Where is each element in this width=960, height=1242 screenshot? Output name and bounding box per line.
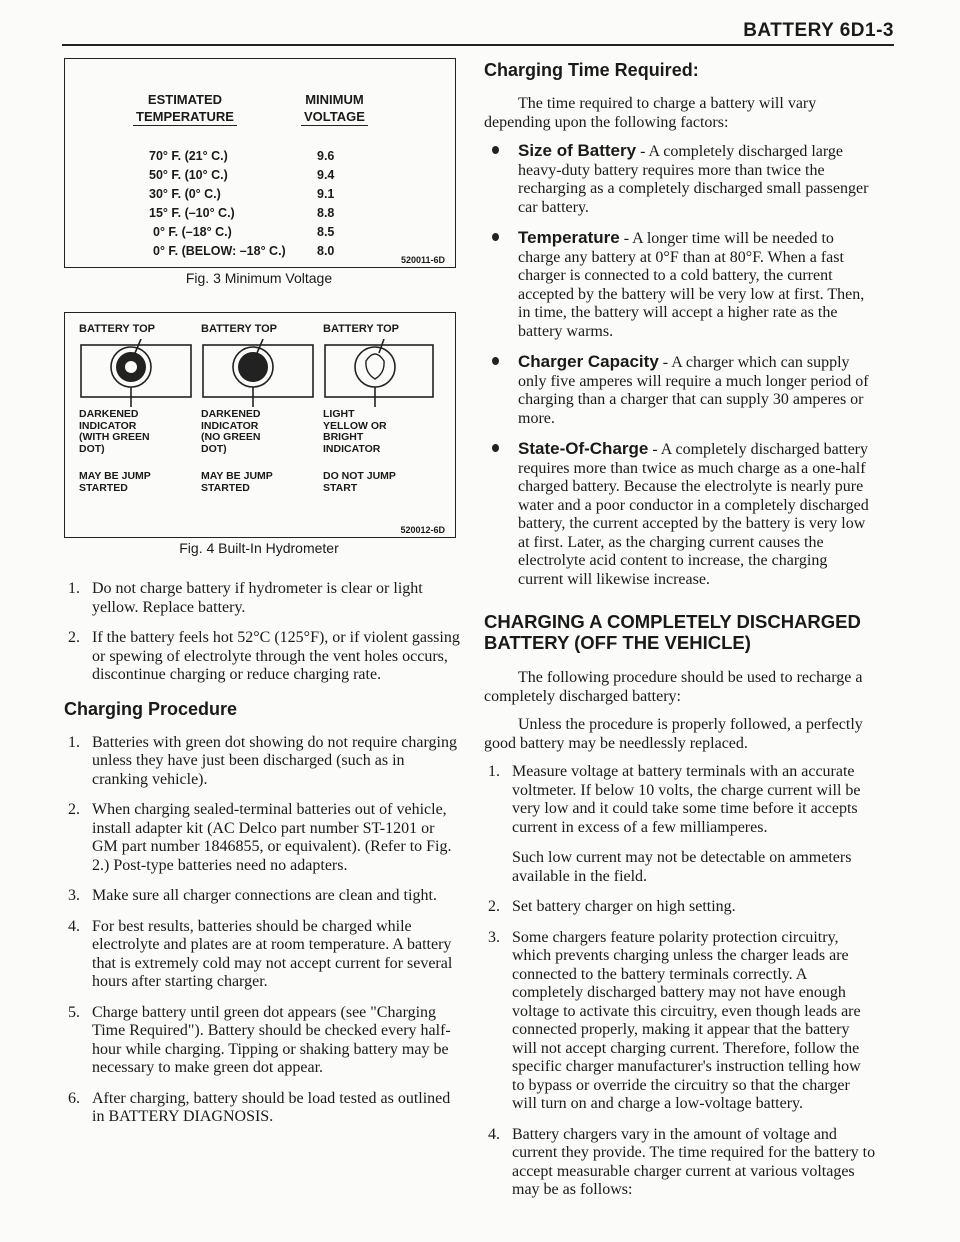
label-text: DARKENED INDICATOR (NO GREEN DOT) [201,408,261,455]
factor-list [484,142,876,589]
figure-caption: Fig. 4 Built-In Hydrometer [179,540,339,556]
list-item [64,1004,464,1078]
voltage-column [317,147,334,261]
label-text: LIGHT YELLOW OR BRIGHT INDICATOR [323,408,387,455]
label-text: DARKENED INDICATOR (WITH GREEN DOT) [79,408,150,455]
label-text: MAY BE JUMP STARTED [79,470,151,494]
table-cell: 9.1 [317,187,335,201]
list-item [64,580,464,617]
battery-top-label: BATTERY TOP [323,323,399,335]
hydrometer-diagram [79,339,439,409]
item-number: 2. [68,801,80,818]
temperature-column [149,147,286,261]
item-text: Some chargers feature polarity protection circuitry, which prevents charging unless the charger leads are connected to the battery terminals correctly. A completely discharged battery may not have enough voltage to activate this circuitry, even though leads are connected properly, making it appear that the battery will not accept charging current. Therefore, follow the specific charger manufacturer's instruction telling how to bypass or override the circuitry so that the charger will turn on and charge a low-voltage battery. [512,928,861,1112]
list-item [64,887,464,906]
indicator-label [79,409,150,455]
battery-top-label: BATTERY TOP [79,323,155,335]
factor-text: - A charger which can supply only five amperes will require a much longer period of charging than a charger that can supply 30 amperes or more. [518,354,869,427]
charging-procedure-list [64,734,464,1127]
table-cell: 70° F. (21° C.) [149,149,228,163]
table-cell: 8.5 [317,225,335,239]
section-title: Charging Procedure [64,698,238,719]
item-text: After charging, battery should be load tested as outlined in BATTERY DIAGNOSIS. [92,1089,451,1125]
factor-title: State-Of-Charge [518,439,649,458]
header-rule [62,44,894,46]
figure-minimum-voltage [64,58,456,268]
label-text: MAY BE JUMP STARTED [201,470,273,494]
item-text: Charge battery until green dot appears (see "Charging Time Required"). Battery should be checked every half-hour while charging. Tipping or shaking battery may be necessary to make green dot appear. [92,1003,451,1076]
list-item [484,142,876,217]
paragraph: The following procedure should be used to recharge a completely discharged battery: [484,669,863,705]
figure-hydrometer [64,312,456,538]
list-item [64,1090,464,1127]
header-line: MINIMUM [305,92,364,107]
factor-text: - A completely discharged battery requires more than twice as much charge as a one-half charged battery. Because the electrolyte is nearly pure water and a poor conductor in a completely discharged battery, the current accepted by the battery is very low at first. Later, as the charging current causes the electrolyte acid content to increase, the charging current will likewise increase. [518,441,869,588]
factor-title: Charger Capacity [518,352,659,371]
item-text: Battery chargers vary in the amount of voltage and current they provide. The time required for the battery to accept measurable charger current at various voltages may be as follows: [512,1125,876,1198]
factor-title: Size of Battery [518,141,637,160]
label-text: DO NOT JUMP START [323,470,396,494]
item-text: Make sure all charger connections are clean and tight. [92,887,437,904]
item-number: 1. [488,763,500,780]
list-item [484,763,876,886]
item-number: 2. [488,898,500,915]
list-item [64,918,464,992]
left-column [64,58,464,1139]
table-cell: 8.8 [317,206,335,220]
item-number: 4. [68,917,80,935]
table-cell: 30° F. (0° C.) [149,187,221,201]
list-item [64,734,464,790]
table-cell: 15° F. (–10° C.) [149,206,235,220]
list-item [484,898,876,917]
table-cell: 0° F. (BELOW: –18° C.) [153,244,286,258]
figure-code: 520011-6D [400,255,445,265]
item-number: 1. [68,733,80,751]
item-number: 4. [488,1125,500,1143]
table-cell: 0° F. (–18° C.) [153,225,232,239]
figure-code: 520012-6D [400,525,445,535]
page-header-title: BATTERY 6D1-3 [743,20,894,41]
item-subtext: Such low current may not be detectable on ammeters available in the field. [512,849,852,885]
paragraph: Unless the procedure is properly followed, a perfectly good battery may be needlessly replaced. [484,716,863,752]
list-item [484,229,876,341]
right-column [484,58,876,1212]
jump-label [79,471,151,494]
list-item [484,353,876,428]
factor-text: - A completely discharged large heavy-duty battery requires more than twice the recharging as a completely discharged small passenger car battery. [518,143,869,216]
item-text: For best results, batteries should be charged while electrolyte and plates are at room temperature. A battery that is extremely cold may not accept current for several hours after starting charger. [92,917,453,990]
list-item [64,801,464,875]
jump-label [323,471,396,494]
jump-label [201,471,273,494]
figure-caption: Fig. 3 Minimum Voltage [185,270,333,286]
battery-top-label: BATTERY TOP [201,323,277,335]
table-cell: 50° F. (10° C.) [149,168,228,182]
table-cell: 9.6 [317,149,335,163]
header-line: VOLTAGE [301,108,368,126]
table-cell: 9.4 [317,168,335,182]
table-cell: 8.0 [317,244,335,258]
item-number: 3. [68,887,80,904]
section-title: CHARGING A COMPLETELY DISCHARGED BATTERY (OFF THE VEHICLE) [484,611,861,653]
item-number: 5. [68,1003,80,1021]
list-item [484,440,876,589]
item-text: When charging sealed-terminal batteries out of vehicle, install adapter kit (AC Delco part number ST-1201 or GM part number 1846855, or equivalent). (Refer to Fig. 2.) Post-type batteries need no adapters. [92,801,452,874]
discharged-procedure-list [484,763,876,1200]
item-text: Batteries with green dot showing do not require charging unless they have just been discharged (such as in cranking vehicle). [92,733,457,788]
list-item [64,629,464,685]
section-title: Charging Time Required: [484,60,699,80]
factor-text: - A longer time will be needed to charge any battery at 0°F than at 80°F. When a fast charger is connected to a cold battery, the current accepted by the battery will be very low at first. Then, in time, the battery will accept a higher rate as the battery warms. [518,230,865,340]
item-text: If the battery feels hot 52°C (125°F), or if violent gassing or spewing of electrolyte through the vent holes occurs, discontinue charging or reduce charging rate. [92,629,460,683]
bullet-icon [492,233,499,241]
item-text: Measure voltage at battery terminals with an accurate voltmeter. If below 10 volts, the charge current will be very low and it could take some time before it accepts current in excess of a few milliamperes. [512,763,861,836]
hydrometer-notes [64,580,464,685]
bullet-icon [492,357,499,365]
list-item [484,1126,876,1200]
item-number: 3. [488,928,500,946]
item-text: Set battery charger on high setting. [512,898,736,915]
header-line: TEMPERATURE [133,108,237,126]
paragraph: The time required to charge a battery will vary depending upon the following factors: [484,95,817,131]
item-text: Do not charge battery if hydrometer is clear or light yellow. Replace battery. [92,580,423,616]
item-number: 2. [68,629,80,646]
header-line: ESTIMATED [147,92,223,107]
table-header-voltage [301,91,368,126]
list-item [484,929,876,1114]
bullet-icon [492,444,499,452]
indicator-label [323,409,387,455]
factor-title: Temperature [518,228,620,247]
table-header-temperature [133,91,237,126]
indicator-label [201,409,261,455]
bullet-icon [492,146,499,154]
item-number: 6. [68,1089,80,1107]
item-number: 1. [68,580,80,597]
